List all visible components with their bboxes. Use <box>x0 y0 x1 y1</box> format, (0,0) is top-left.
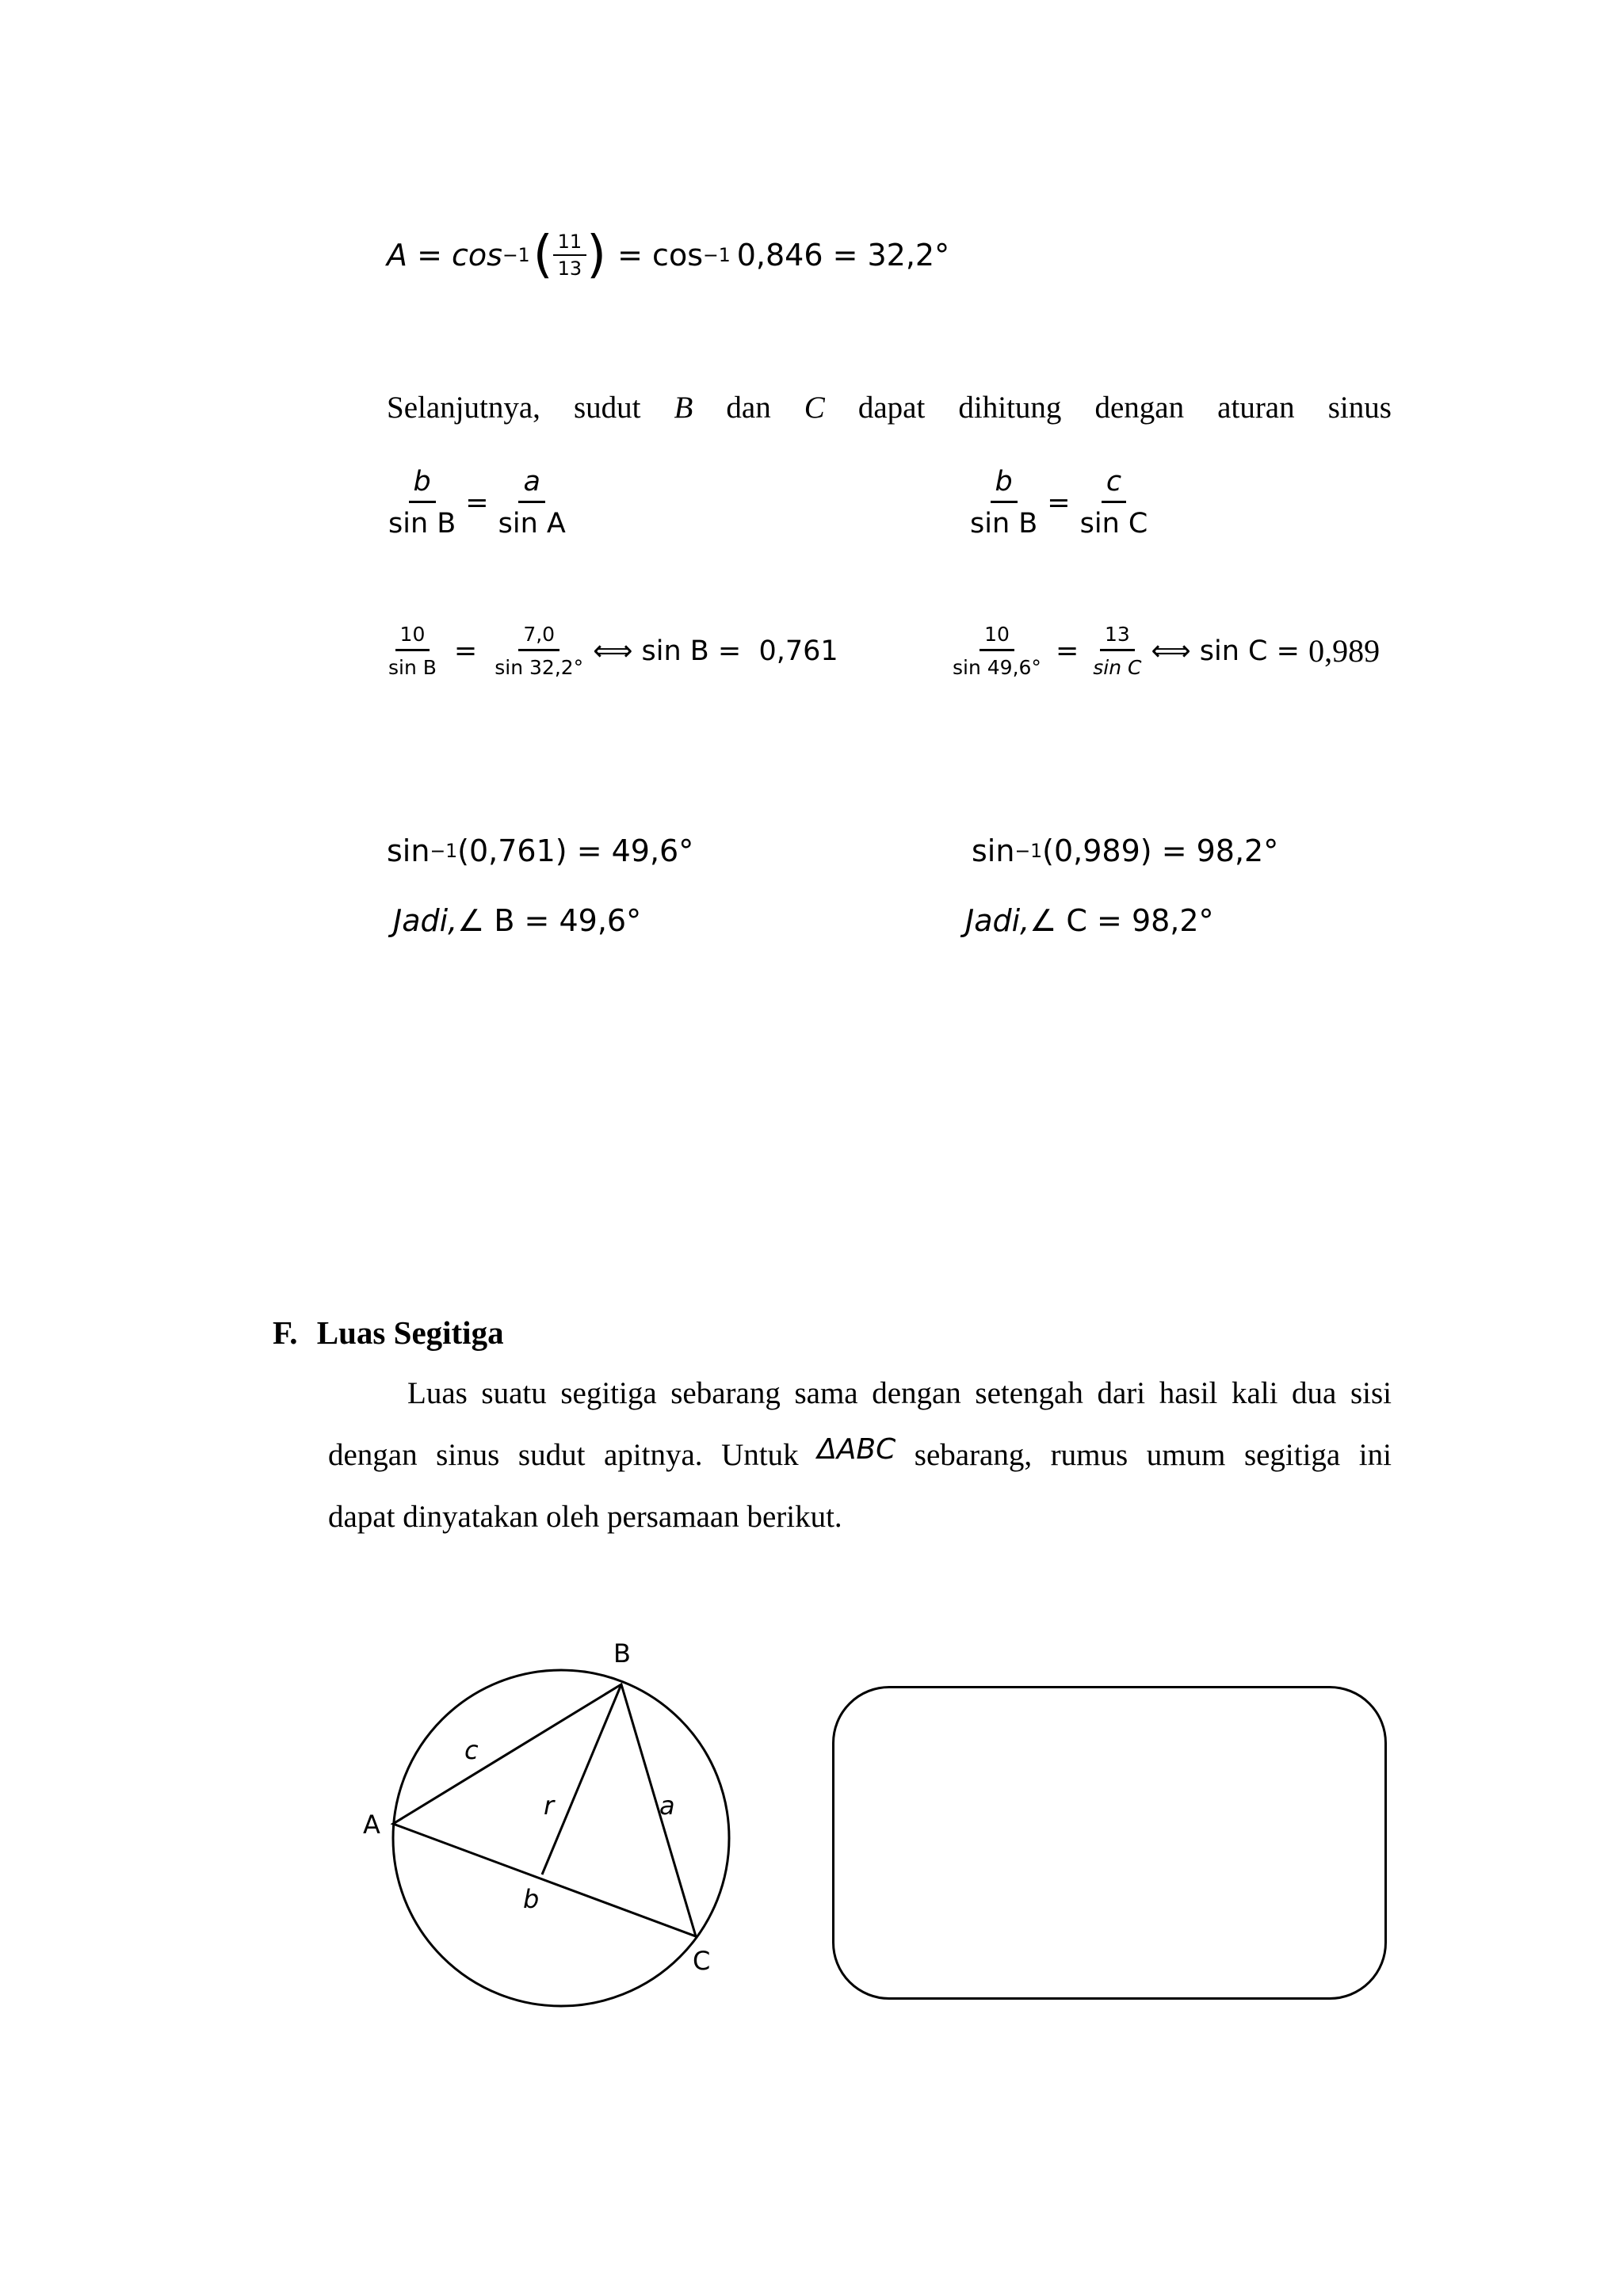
equals-sign: = <box>465 486 489 519</box>
fraction <box>490 623 588 679</box>
fraction <box>965 466 1042 540</box>
fn-name: sin <box>387 833 430 868</box>
fn-sup: −1 <box>430 840 458 862</box>
paragraph-word: rumus <box>1050 1438 1128 1472</box>
fraction <box>948 623 1046 679</box>
intro-word: dengan <box>1094 391 1185 425</box>
side-label-b: b <box>523 1884 540 1914</box>
equals-sign: = <box>1055 635 1079 667</box>
eq-rhs-b: 0,846 = 32,2° <box>736 238 950 273</box>
eq-lhs-sup: −1 <box>502 244 530 266</box>
section-heading <box>273 1314 504 1352</box>
intro-word: dihitung <box>958 391 1062 425</box>
triangle-circle-figure <box>349 1624 761 2020</box>
frac-num: 10 <box>395 623 430 651</box>
vertex-label-c: C <box>693 1946 711 1976</box>
paragraph-text: dapat dinyatakan oleh persamaan berikut. <box>328 1500 842 1534</box>
sine-rule-left <box>384 466 575 540</box>
paragraph-word: sebarang, <box>914 1438 1033 1472</box>
frac-den: sin 32,2° <box>495 656 584 679</box>
calc-tail: ⟺ sin C = <box>1151 635 1309 667</box>
fn-sup: −1 <box>1014 840 1043 862</box>
paragraph-line-3 <box>328 1499 842 1535</box>
formula-box <box>832 1686 1387 2000</box>
frac-num: a <box>518 466 544 503</box>
frac-den: sin B <box>388 656 437 679</box>
triangle-abc-math: ΔABC <box>817 1433 896 1466</box>
calc-value: 0,989 <box>1308 633 1381 669</box>
paragraph-text: Luas suatu segitiga sebarang sama dengan setengah dari hasil kali dua sisi <box>407 1376 1392 1410</box>
eq-rhs-a: = cos <box>617 238 703 273</box>
frac-num: 13 <box>1100 623 1135 651</box>
intro-word: dapat <box>857 391 926 425</box>
frac-den: sin C <box>1093 656 1142 679</box>
fraction <box>494 466 571 540</box>
intro-word: B <box>674 391 693 425</box>
fraction-11-13 <box>553 231 587 280</box>
intro-word: dan <box>726 391 771 425</box>
frac-den: sin B <box>970 508 1038 540</box>
side-label-c: c <box>464 1735 479 1765</box>
paragraph-word: sudut <box>517 1438 586 1472</box>
paragraph-word: Untuk <box>721 1438 799 1472</box>
calculation-right <box>948 623 1380 679</box>
conclusion-left <box>393 903 641 938</box>
eq-lhs: A = cos <box>387 238 502 273</box>
intro-sentence <box>387 390 1392 425</box>
vertex-label-b: B <box>613 1638 631 1669</box>
paren-left: ( <box>533 226 553 284</box>
equation-angle-a <box>387 226 949 284</box>
paragraph-word: umum <box>1146 1438 1226 1472</box>
frac-num: b <box>409 466 436 503</box>
intro-word: Selanjutnya, <box>387 391 540 425</box>
side-label-a: a <box>659 1791 675 1821</box>
fraction <box>1075 466 1153 540</box>
intro-word: sudut <box>573 391 641 425</box>
paragraph-line-1 <box>407 1375 1392 1411</box>
calculation-left <box>384 623 838 679</box>
conclusion-rest: ∠ C = 98,2° <box>1029 903 1214 938</box>
inverse-sine-left <box>387 833 693 868</box>
equals-sign: = <box>453 635 478 667</box>
conclusion-right <box>965 903 1214 938</box>
inverse-sine-right <box>972 833 1278 868</box>
paragraph-word: ini <box>1358 1438 1392 1472</box>
frac-den: sin B <box>388 508 456 540</box>
frac-den: sin 49,6° <box>953 656 1041 679</box>
frac-num: 10 <box>980 623 1014 651</box>
frac-num: 11 <box>553 231 587 256</box>
section-label: F. <box>273 1314 298 1351</box>
paragraph-word: sinus <box>436 1438 500 1472</box>
fn-rest: (0,761) = 49,6° <box>457 833 694 868</box>
paragraph-word: apitnya. <box>603 1438 703 1472</box>
frac-den: sin A <box>498 508 566 540</box>
paragraph-word: segitiga <box>1243 1438 1341 1472</box>
paragraph-line-2 <box>328 1433 1392 1473</box>
radius-segment <box>542 1684 621 1875</box>
fraction <box>1088 623 1146 679</box>
fn-name: sin <box>972 833 1015 868</box>
vertex-label-a: A <box>363 1810 380 1840</box>
fraction <box>384 466 460 540</box>
conclusion-jadi: Jadi, <box>393 903 458 938</box>
intro-word: aturan <box>1217 391 1295 425</box>
frac-den: sin C <box>1079 508 1148 540</box>
frac-num: 7,0 <box>518 623 559 651</box>
sine-rule-right <box>965 466 1157 540</box>
conclusion-rest: ∠ B = 49,6° <box>457 903 642 938</box>
equals-sign: = <box>1047 486 1071 519</box>
frac-num: b <box>991 466 1018 503</box>
paren-right: ) <box>586 226 607 284</box>
frac-den: 13 <box>557 257 582 280</box>
frac-num: c <box>1102 466 1126 503</box>
paragraph-word: dengan <box>328 1438 418 1472</box>
calc-tail: ⟺ sin B = 0,761 <box>593 635 838 667</box>
conclusion-jadi: Jadi, <box>965 903 1030 938</box>
fn-rest: (0,989) = 98,2° <box>1042 833 1279 868</box>
intro-word: C <box>804 391 825 425</box>
eq-rhs-sup: −1 <box>703 244 731 266</box>
section-title: Luas Segitiga <box>316 1314 504 1351</box>
intro-word: sinus <box>1327 391 1392 425</box>
fraction <box>384 623 441 679</box>
radius-label-r: r <box>544 1791 555 1821</box>
